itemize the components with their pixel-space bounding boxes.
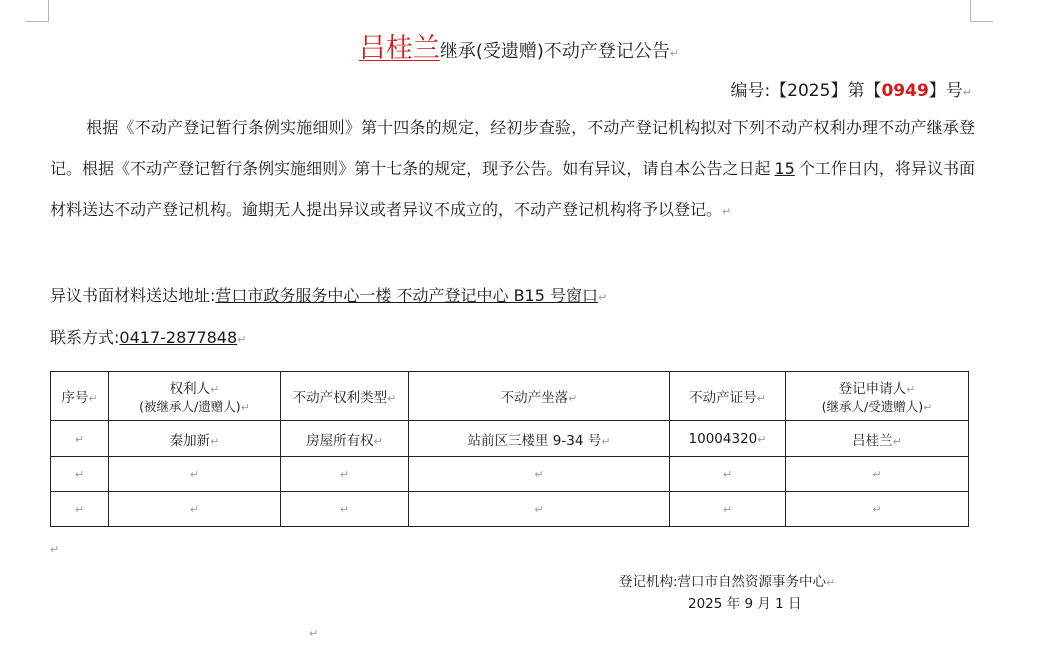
title-text: 继承(受遗赠)不动产登记公告 [439,41,670,62]
page-corner-top-left [26,0,49,22]
doc-number-suffix: 】号 [928,81,963,101]
registration-authority: 登记机构:营口市自然资源事务中心↵ [619,574,836,590]
paragraph-mark: ↵ [598,291,608,304]
header-cert: 不动产证号↵ [670,372,786,421]
table-row: ↵ ↵ ↵ ↵ ↵ ↵ [51,457,969,492]
body-part-2: 个工作日内，将异议书面材料送达不动产登记机构。逾期无人提出异议或者异议不成立的，不动产登记机构将予以登记。 [50,159,975,219]
table-row: ↵ ↵ ↵ ↵ ↵ ↵ [51,492,969,527]
paragraph-mark: ↵ [722,205,732,218]
notice-title [0,26,1038,65]
page-corner-top-right [970,0,993,22]
address-value: 营口市政务服务中心一楼 不动产登记中心 B15 号窗口 [215,286,599,305]
property-table [50,371,969,527]
contact-line [50,325,246,348]
address-line [50,283,607,306]
header-seq: 序号↵ [51,372,109,421]
notice-date: 2025 年 9 月 1 日 [688,596,802,612]
paragraph-mark: ↵ [669,47,680,60]
paragraph-mark: ↵ [962,86,972,99]
contact-label: 联系方式: [50,328,120,347]
doc-number-prefix: 编号:【2025】第【 [730,81,882,101]
document-number [730,76,972,101]
paragraph-mark: ↵ [237,333,247,346]
contact-value: 0417-2877848 [119,328,238,347]
address-label: 异议书面材料送达地址: [50,286,216,305]
doc-number-value: 0949 [881,81,929,101]
table-header-row [51,372,969,421]
header-location: 不动产坐落↵ [409,372,670,421]
header-type: 不动产权利类型↵ [281,372,409,421]
header-applicant: 登记申请人↵ (继承人/受遗赠人)↵ [786,372,969,421]
body-days: 15 [774,159,795,178]
header-holder: 权利人↵ (被继承人/遗赠人)↵ [109,372,281,421]
paragraph-mark: ↵ [50,543,60,556]
paragraph-mark: ↵ [309,627,319,640]
table-row: ↵ 秦加新↵ 房屋所有权↵ 站前区三楼里 9-34 号↵ 10004320↵ 吕桂兰↵ [51,421,969,457]
body-part-1: 根据《不动产登记暂行条例实施细则》第十四条的规定，经初步查验，不动产登记机构拟对下列不动产权利办理不动产继承登记。根据《不动产登记暂行条例实施细则》第十七条的规定，现予公告。如有异议，请自本公告之日起 [50,118,975,178]
title-person-name: 吕桂兰 [358,33,440,64]
notice-body [50,107,975,232]
